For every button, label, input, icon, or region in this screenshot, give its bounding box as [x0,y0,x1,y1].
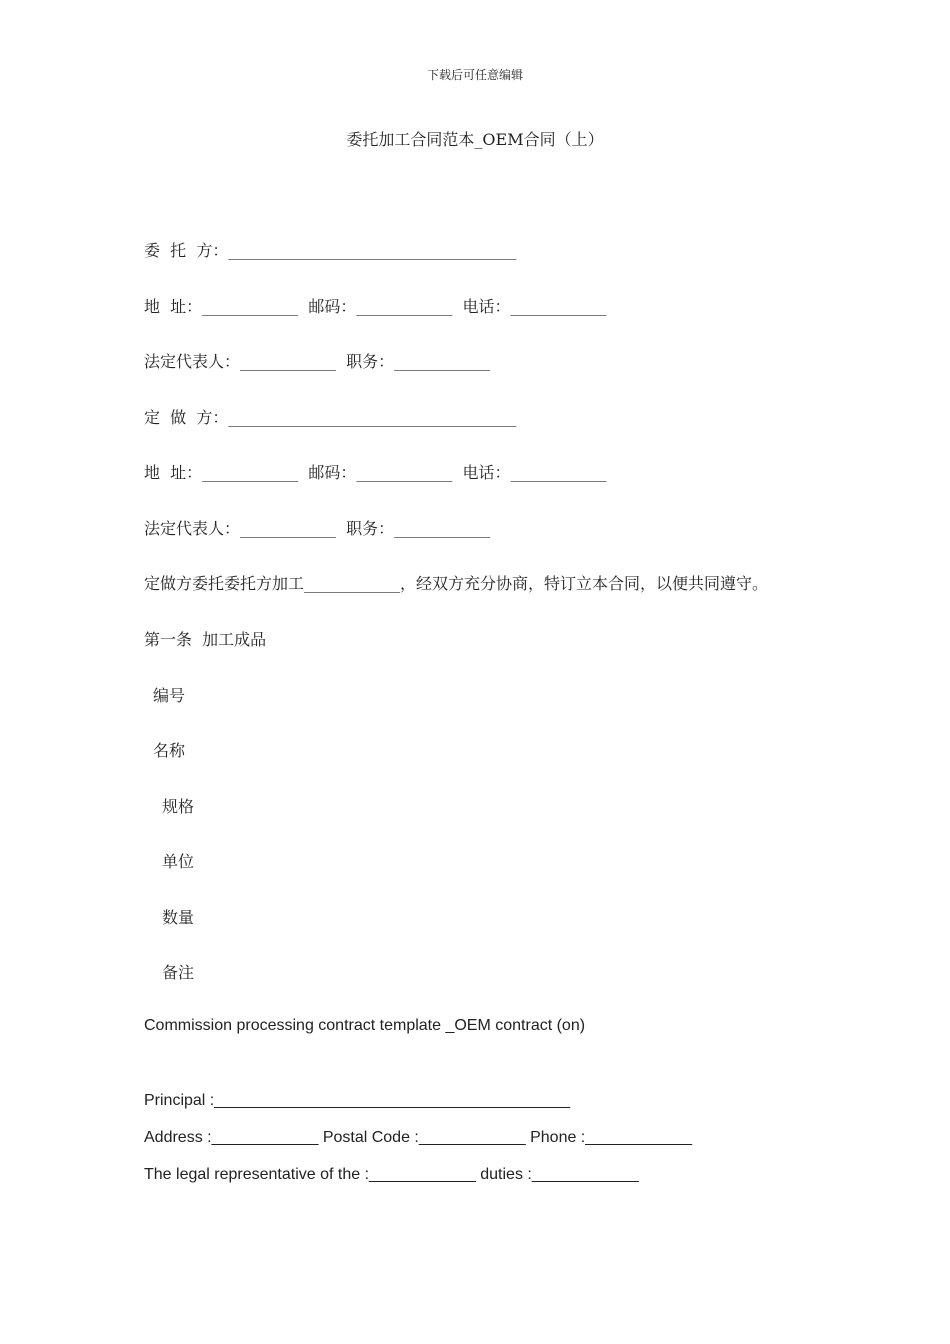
document-title: 委托加工合同范本_OEM合同（上） [346,130,604,149]
contractor-address-line: 地 址：____________ 邮码：____________ 电话：____________ [144,463,607,482]
english-address-line: Address :____________ Postal Code :____________ Phone :____________ [144,1129,693,1146]
english-title: Commission processing contract template _OEM contract (on) [144,1017,586,1034]
english-principal-line: Principal :________________________________________ [144,1092,571,1109]
principal-line: 委 托 方：____________________________________ [144,241,517,260]
principal-address-line: 地 址：____________ 邮码：____________ 电话：____________ [144,297,607,316]
contract-intro: 定做方委托委托方加工____________，经双方充分协商，特订立本合同，以便共同遵守。 [144,574,769,593]
contractor-line: 定 做 方：____________________________________ [144,408,517,427]
field-number: 编号 [153,686,186,705]
field-spec: 规格 [162,797,195,816]
principal-representative-line: 法定代表人：____________ 职务：____________ [144,352,491,371]
field-name: 名称 [153,741,186,760]
article-one-heading: 第一条 加工成品 [144,630,267,649]
contractor-representative-line: 法定代表人：____________ 职务：____________ [144,519,491,538]
field-unit: 单位 [162,852,195,871]
english-representative-line: The legal representative of the :____________ duties :____________ [144,1166,639,1183]
field-remarks: 备注 [162,963,195,982]
field-quantity: 数量 [162,908,195,927]
page-header: 下载后可任意编辑 [426,68,523,82]
